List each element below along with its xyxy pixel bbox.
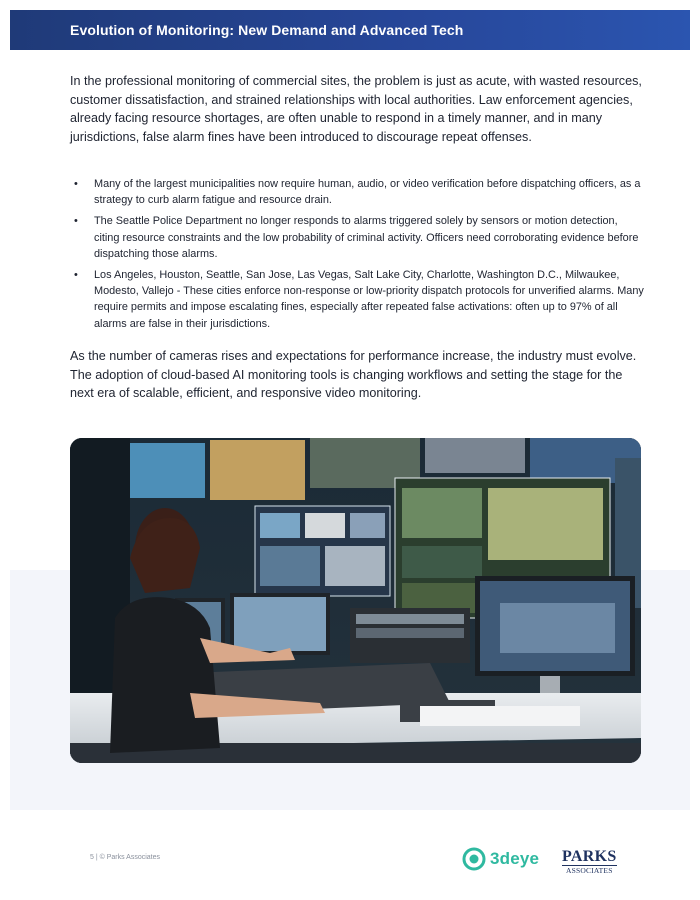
3deye-wordmark: 3deye — [490, 849, 540, 868]
control-room-photo — [70, 438, 641, 763]
intro-paragraph: In the professional monitoring of commercial sites, the problem is just as acute, with wasted resources, customer dissatisfaction, and strained relationships with local authorities. Law enforcement agencies, already facing resource shortages, are often unable to respond in a timely manner, and in many jurisdictions, false alarm fines have been introduced to discourage repeat offenses. — [70, 74, 642, 144]
bullet-list — [70, 176, 645, 337]
list-item — [70, 213, 645, 262]
bullet-icon: • — [74, 178, 78, 190]
page-title: Evolution of Monitoring: New Demand and Advanced Tech — [70, 22, 464, 38]
bullet-icon: • — [74, 269, 78, 282]
list-item — [70, 176, 645, 208]
3deye-logo — [462, 847, 539, 871]
parks-logo-top: PARKS — [562, 848, 617, 865]
3deye-ring-icon — [462, 847, 486, 871]
bullet-text: The Seattle Police Department no longer responds to alarms triggered solely by sensors or motion detection, citing resource constraints and the low probability of criminal activity. Officers need corroborating evidence before dispatching those alarms. — [94, 215, 639, 260]
bullet-text: Many of the largest municipalities now require human, audio, or video verification before dispatching officers, as a strategy to curb alarm fatigue and resource drain. — [94, 178, 641, 207]
page-number-footer: 5 | © Parks Associates — [90, 854, 161, 861]
bullet-icon: • — [74, 215, 78, 228]
parks-associates-logo — [562, 849, 617, 875]
list-item — [70, 267, 645, 332]
outro-paragraph: As the number of cameras rises and expectations for performance increase, the industry must evolve. The adoption of cloud-based AI monitoring tools is changing workflows and setting the stage for the next era of scalable, efficient, and responsive video monitoring. — [70, 349, 637, 400]
photo-illustration — [70, 438, 641, 763]
header-bar — [10, 10, 690, 50]
bullet-text: Los Angeles, Houston, Seattle, San Jose, Las Vegas, Salt Lake City, Charlotte, Washington D.C., Milwaukee, Modesto, Vallejo - These cities enforce non-response or low-priority dispatch protocols for unverified alarms. Many require permits and impose escalating fines, especially after repeated false activations: often up to 97% of all alarms are false in their jurisdictions. — [94, 269, 644, 330]
parks-logo-bottom: ASSOCIATES — [562, 865, 617, 875]
